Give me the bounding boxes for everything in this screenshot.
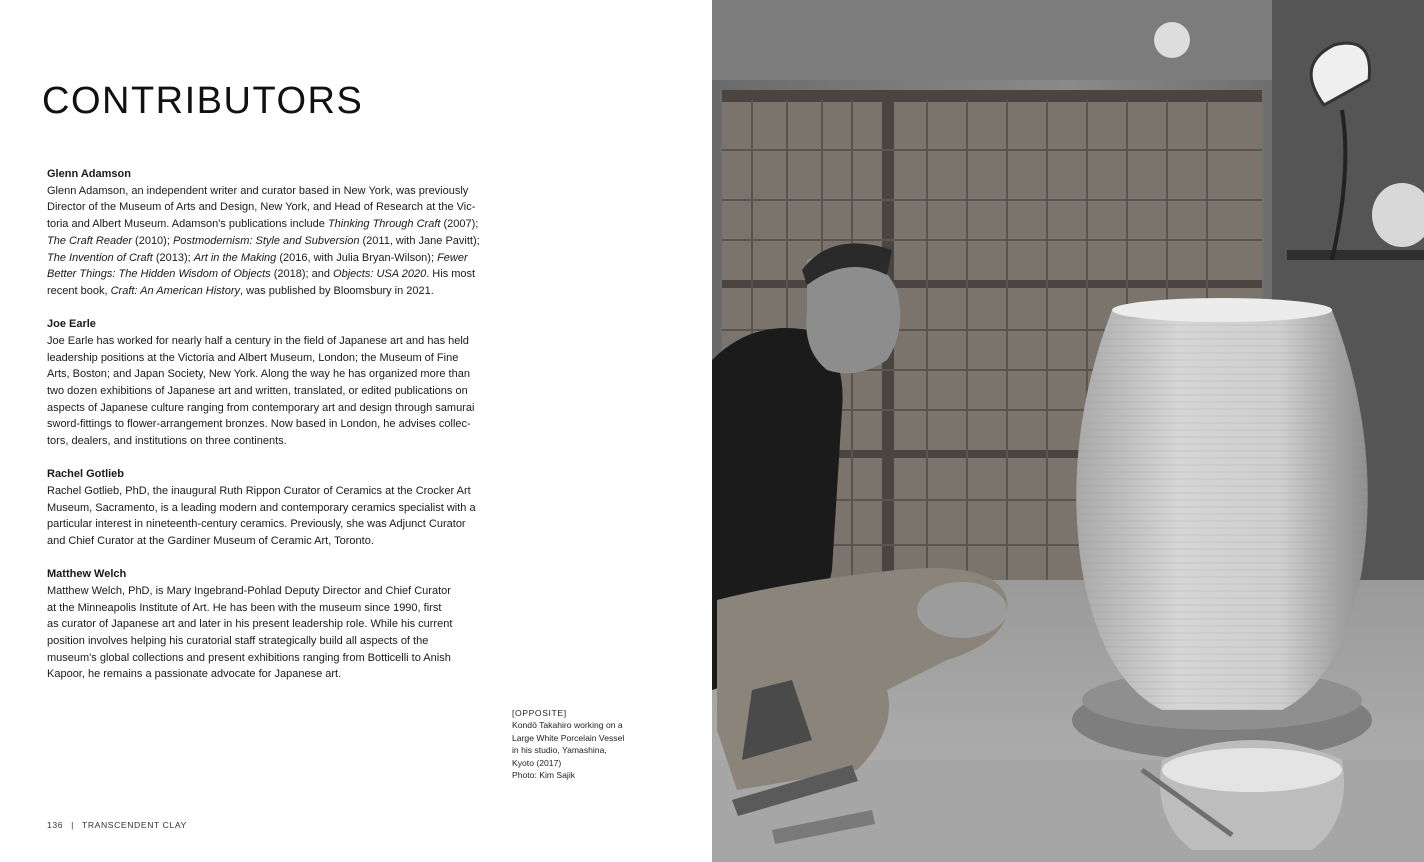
text-segment: (2007);	[440, 218, 479, 231]
text-segment: Museum, Sacramento, is a leading modern and contemporary ceramics specialist with a	[47, 501, 476, 514]
italic-title: Postmodernism: Style and Subversion	[172, 234, 360, 247]
text-segment: particular interest in nineteenth-century ceramics. Previously, she was Adjunct Curator	[47, 518, 466, 531]
italic-title: The Invention of Craft	[47, 251, 153, 264]
photo-illustration	[712, 0, 1424, 862]
text-segment: two dozen exhibitions of Japanese art and written, translated, or edited publications on	[47, 384, 468, 397]
photo-potter-with-vessel	[712, 0, 1424, 862]
italic-title: The Craft Reader	[47, 234, 132, 247]
italic-title: Craft: An American History	[110, 284, 240, 297]
text-segment: Arts, Boston; and Japan Society, New York. Along the way he has organized more than	[47, 368, 470, 381]
caption-label: [OPPOSITE]	[512, 708, 567, 718]
porcelain-vessel	[1072, 298, 1372, 760]
contributor-bio	[47, 166, 497, 300]
photo-caption	[512, 707, 652, 781]
text-segment: aspects of Japanese culture ranging from contemporary art and design through samurai	[47, 401, 475, 414]
contributor-text	[47, 583, 497, 683]
text-segment: recent book,	[47, 284, 111, 297]
text-segment: museum's global collections and present exhibitions ranging from Botticelli to Anish	[47, 651, 451, 664]
page-footer	[47, 820, 187, 830]
italic-title: Fewer	[437, 251, 468, 264]
contributor-bio	[47, 566, 497, 683]
text-segment: (2013);	[152, 251, 194, 264]
contributor-text	[47, 483, 497, 550]
contributor-name: Matthew Welch	[47, 568, 127, 581]
contributor-name: Joe Earle	[47, 318, 96, 331]
contributor-text	[47, 333, 497, 450]
text-segment: (2016, with Julia Bryan-Wilson);	[276, 251, 438, 264]
text-segment: as curator of Japanese art and later in his present leadership role. While his current	[47, 618, 453, 631]
caption-line: in his studio, Yamashina,	[512, 745, 607, 756]
footer-separator: |	[71, 820, 74, 830]
text-segment: (2011, with Jane Pavitt);	[359, 234, 480, 247]
italic-title: Art in the Making	[193, 251, 277, 264]
contributor-text	[47, 183, 497, 300]
text-segment: position involves helping his curatorial staff strategically build all aspects of the	[47, 635, 429, 648]
page-title: CONTRIBUTORS	[42, 80, 364, 122]
italic-title: Thinking Through Craft	[327, 218, 441, 231]
book-title: TRANSCENDENT CLAY	[81, 820, 187, 830]
caption-line: Large White Porcelain Vessel	[512, 732, 625, 743]
text-segment: Kapoor, he remains a passionate advocate for Japanese art.	[47, 668, 342, 681]
text-segment: leadership positions at the Victoria and Albert Museum, London; the Museum of Fine	[47, 351, 459, 364]
caption-line: Photo: Kim Sajik	[512, 770, 576, 781]
caption-line: Kyoto (2017)	[512, 757, 562, 768]
contributor-bio	[47, 316, 497, 450]
text-segment: (2010);	[131, 234, 173, 247]
contributor-name: Glenn Adamson	[47, 168, 131, 180]
text-segment: Matthew Welch, PhD, is Mary Ingebrand-Pohlad Deputy Director and Chief Curator	[47, 584, 451, 597]
text-segment: , was published by Bloomsbury in 2021.	[239, 284, 434, 297]
text-segment: (2018); and	[270, 268, 334, 281]
text-segment: Glenn Adamson, an independent writer and curator based in New York, was previously	[47, 184, 469, 197]
contributor-bio	[47, 466, 497, 550]
text-segment: toria and Albert Museum. Adamson's publications include	[47, 218, 328, 231]
text-segment: Rachel Gotlieb, PhD, the inaugural Ruth Rippon Curator of Ceramics at the Crocker Art	[47, 484, 471, 497]
text-segment: at the Minneapolis Institute of Art. He has been with the museum since 1990, first	[47, 601, 442, 614]
contributors-list	[47, 166, 497, 700]
page-number: 136	[47, 820, 64, 830]
contributor-name: Rachel Gotlieb	[47, 468, 125, 481]
italic-title: Objects: USA 2020	[333, 268, 427, 281]
text-segment: and Chief Curator at the Gardiner Museum of Ceramic Art, Toronto.	[47, 535, 374, 548]
text-segment: sword-fittings to flower-arrangement bronzes. Now based in London, he advises collec-	[47, 418, 471, 431]
caption-line: Kondō Takahiro working on a	[512, 720, 623, 731]
text-segment: Director of the Museum of Arts and Design, New York, and Head of Research at the Vic-	[47, 201, 476, 214]
italic-title: Better Things: The Hidden Wisdom of Objects	[47, 268, 271, 281]
text-segment: Joe Earle has worked for nearly half a century in the field of Japanese art and has held	[47, 334, 469, 347]
text-segment: . His most	[426, 268, 476, 281]
text-segment: tors, dealers, and institutions on three continents.	[47, 435, 287, 448]
